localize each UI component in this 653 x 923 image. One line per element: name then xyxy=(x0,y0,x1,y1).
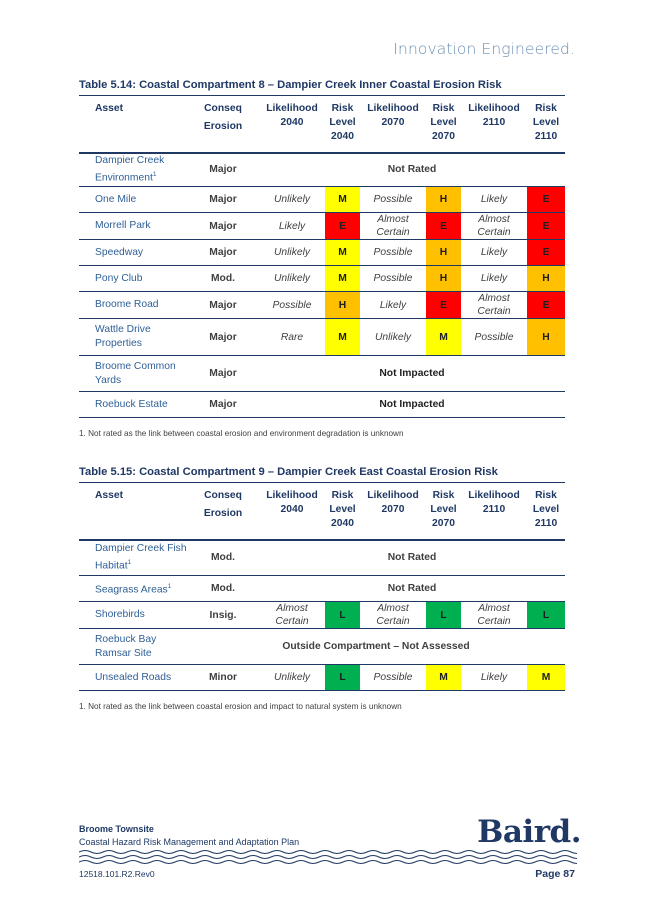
header-line: Likelihood xyxy=(468,103,520,114)
footer-page-number: Page 87 xyxy=(535,868,575,880)
header-line: 2070 xyxy=(432,518,455,529)
likelihood-cell: Likely xyxy=(461,266,527,292)
asset-cell xyxy=(79,356,187,392)
baird-logo: Baird. xyxy=(477,814,581,850)
asset-cell xyxy=(79,540,187,576)
header-line: Risk xyxy=(331,490,354,501)
risk-level-cell: M xyxy=(527,665,565,691)
likelihood-cell: Possible xyxy=(360,665,426,691)
header-line: 2070 xyxy=(381,117,405,128)
risk-level-cell: M xyxy=(325,240,360,266)
header-line: 2040 xyxy=(331,131,354,142)
consequence-cell: Major xyxy=(187,319,259,356)
col-header-risk-level-2110 xyxy=(527,483,565,540)
risk-table-5-15 xyxy=(79,482,565,691)
asset-name: Morrell Park xyxy=(95,220,151,231)
risk-level-cell: E xyxy=(527,213,565,240)
asset-cell xyxy=(79,602,187,629)
risk-level-cell: M xyxy=(426,665,461,691)
likelihood-cell: Almost Certain xyxy=(461,213,527,240)
likelihood-cell: Almost Certain xyxy=(259,602,325,629)
company-tagline: Innovation Engineered. xyxy=(393,40,575,58)
col-header-likelihood-2110 xyxy=(461,483,527,540)
header-line: Risk xyxy=(432,490,455,501)
risk-level-cell: L xyxy=(527,602,565,629)
header-line: Conseq xyxy=(204,103,242,114)
risk-level-cell: H xyxy=(426,266,461,292)
asset-name: Shorebirds xyxy=(95,609,145,620)
header-line: Level xyxy=(532,117,560,128)
table-5-15-caption: Table 5.15: Coastal Compartment 9 – Dampier Creek East Coastal Erosion Risk xyxy=(79,466,498,478)
likelihood-cell: Possible xyxy=(360,187,426,213)
col-header-likelihood-2110 xyxy=(461,96,527,153)
header-line: Risk xyxy=(535,103,557,114)
asset-cell xyxy=(79,240,187,266)
table-row xyxy=(79,392,565,418)
table-5-14-footnote: 1. Not rated as the link between coastal erosion and environment degradation is unknown xyxy=(79,429,404,438)
asset-cell xyxy=(79,392,187,418)
consequence-cell: Mod. xyxy=(187,540,259,576)
risk-level-cell: E xyxy=(527,292,565,319)
asset-name: Roebuck Estate xyxy=(95,398,168,410)
risk-level-cell: H xyxy=(426,240,461,266)
risk-level-cell: H xyxy=(527,319,565,356)
col-header-asset: Asset xyxy=(95,103,124,114)
consequence-cell: Major xyxy=(187,153,259,187)
header-line: Likelihood xyxy=(367,103,419,114)
likelihood-cell: Possible xyxy=(461,319,527,356)
header-line: 2070 xyxy=(432,131,455,142)
risk-level-cell: H xyxy=(325,292,360,319)
col-header-risk-level-2040 xyxy=(325,483,360,540)
header-line: Conseq xyxy=(204,490,242,501)
col-header-likelihood-2040 xyxy=(259,483,325,540)
footer-report-reference: 12518.101.R2.Rev0 xyxy=(79,869,155,879)
footnote-marker: 1 xyxy=(167,582,172,590)
merged-status-cell: Outside Compartment – Not Assessed xyxy=(187,629,565,665)
table-row xyxy=(79,240,565,266)
likelihood-cell: Unlikely xyxy=(259,266,325,292)
likelihood-cell: Almost Certain xyxy=(461,602,527,629)
header-line: Level xyxy=(532,504,560,515)
consequence-cell: Mod. xyxy=(187,576,259,602)
consequence-cell: Major xyxy=(187,187,259,213)
risk-level-cell: M xyxy=(325,187,360,213)
table-5-15-footnote: 1. Not rated as the link between coastal erosion and impact to natural system is unknown xyxy=(79,702,402,711)
col-header-risk-level-2110 xyxy=(527,96,565,153)
header-line: 2110 xyxy=(534,131,558,142)
col-header-likelihood-2040 xyxy=(259,96,325,153)
header-line: 2110 xyxy=(482,117,506,128)
col-header-conseq xyxy=(187,96,259,153)
header-line: Erosion xyxy=(203,508,243,519)
asset-cell xyxy=(79,187,187,213)
col-header-likelihood-2070 xyxy=(360,483,426,540)
merged-status-cell: Not Impacted xyxy=(259,392,565,418)
risk-level-cell: L xyxy=(426,602,461,629)
header-line: 2040 xyxy=(280,117,304,128)
risk-table-5-14 xyxy=(79,95,565,418)
likelihood-cell: Almost Certain xyxy=(360,213,426,240)
table-row xyxy=(79,153,565,187)
col-header-risk-level-2070 xyxy=(426,96,461,153)
table-row xyxy=(79,540,565,576)
likelihood-cell: Rare xyxy=(259,319,325,356)
likelihood-cell: Possible xyxy=(360,266,426,292)
risk-level-cell: M xyxy=(325,319,360,356)
header-line: 2110 xyxy=(482,504,506,515)
consequence-cell: Mod. xyxy=(187,266,259,292)
likelihood-cell: Likely xyxy=(461,187,527,213)
asset-name: Broome Common Yards xyxy=(95,360,176,386)
header-line: Erosion xyxy=(203,121,243,132)
header-line: 2070 xyxy=(381,504,405,515)
asset-cell xyxy=(79,319,187,356)
asset-name: Speedway xyxy=(95,246,144,258)
merged-status-cell: Not Rated xyxy=(259,576,565,602)
risk-level-cell: E xyxy=(527,240,565,266)
footnote-marker: 1 xyxy=(127,559,132,567)
likelihood-cell: Unlikely xyxy=(259,665,325,691)
likelihood-cell: Unlikely xyxy=(259,187,325,213)
header-line: Risk xyxy=(535,490,557,501)
col-header-likelihood-2070 xyxy=(360,96,426,153)
header-line: Risk xyxy=(331,103,354,114)
risk-level-cell: H xyxy=(527,266,565,292)
table-body xyxy=(79,540,565,691)
table-row xyxy=(79,665,565,691)
col-header-risk-level-2070 xyxy=(426,483,461,540)
risk-level-cell: L xyxy=(325,665,360,691)
asset-cell xyxy=(79,213,187,240)
consequence-cell: Major xyxy=(187,240,259,266)
merged-status-cell: Not Rated xyxy=(259,540,565,576)
header-line: Likelihood xyxy=(367,490,419,501)
header-line: Level xyxy=(430,117,457,128)
table-row xyxy=(79,266,565,292)
asset-name: Pony Club xyxy=(95,272,143,284)
asset-cell xyxy=(79,665,187,691)
asset-cell xyxy=(79,629,187,665)
table-body xyxy=(79,153,565,418)
asset-name: Dampier Creek Environment xyxy=(95,155,165,184)
table-header-row xyxy=(79,483,565,540)
table-row xyxy=(79,629,565,665)
header-line: 2110 xyxy=(534,518,558,529)
likelihood-cell: Unlikely xyxy=(360,319,426,356)
table-row xyxy=(79,602,565,629)
consequence-cell: Major xyxy=(187,392,259,418)
footnote-marker: 1 xyxy=(152,171,157,179)
header-line: 2040 xyxy=(331,518,354,529)
table-row xyxy=(79,187,565,213)
consequence-cell: Insig. xyxy=(187,602,259,629)
likelihood-cell: Almost Certain xyxy=(360,602,426,629)
asset-cell xyxy=(79,292,187,319)
header-line: Likelihood xyxy=(468,490,520,501)
footer-project-name: Broome Townsite xyxy=(79,824,154,834)
risk-level-cell: H xyxy=(426,187,461,213)
risk-level-cell: E xyxy=(426,213,461,240)
table-row xyxy=(79,292,565,319)
header-line: Level xyxy=(329,117,356,128)
risk-level-cell: M xyxy=(426,319,461,356)
consequence-cell: Major xyxy=(187,356,259,392)
header-line: Likelihood xyxy=(266,490,318,501)
likelihood-cell: Likely xyxy=(461,240,527,266)
header-line: Risk xyxy=(432,103,455,114)
likelihood-cell: Almost Certain xyxy=(461,292,527,319)
risk-level-cell: E xyxy=(426,292,461,319)
footer-wave-lines xyxy=(79,848,577,866)
merged-status-cell: Not Impacted xyxy=(259,356,565,392)
asset-name: Wattle Drive Properties xyxy=(95,324,151,349)
asset-name: One Mile xyxy=(95,193,137,205)
asset-name: Unsealed Roads xyxy=(95,671,172,683)
asset-cell xyxy=(79,266,187,292)
table-header-row xyxy=(79,96,565,153)
asset-cell xyxy=(79,153,187,187)
asset-name: Seagrass Areas xyxy=(95,584,168,596)
asset-name: Broome Road xyxy=(95,299,159,310)
risk-level-cell: E xyxy=(325,213,360,240)
likelihood-cell: Likely xyxy=(259,213,325,240)
header-line: Level xyxy=(329,504,356,515)
header-line: Likelihood xyxy=(266,103,318,114)
table-row xyxy=(79,576,565,602)
likelihood-cell: Likely xyxy=(360,292,426,319)
asset-cell xyxy=(79,576,187,602)
table-row xyxy=(79,213,565,240)
col-header-conseq xyxy=(187,483,259,540)
asset-name: Dampier Creek Fish Habitat xyxy=(95,543,187,572)
col-header-asset: Asset xyxy=(95,490,124,501)
risk-level-cell: E xyxy=(527,187,565,213)
consequence-cell: Major xyxy=(187,213,259,240)
col-header-risk-level-2040 xyxy=(325,96,360,153)
asset-name: Roebuck Bay Ramsar Site xyxy=(95,633,157,659)
merged-status-cell: Not Rated xyxy=(259,153,565,187)
risk-level-cell: M xyxy=(325,266,360,292)
likelihood-cell: Possible xyxy=(360,240,426,266)
consequence-cell: Minor xyxy=(187,665,259,691)
likelihood-cell: Possible xyxy=(259,292,325,319)
footer-plan-title: Coastal Hazard Risk Management and Adaptation Plan xyxy=(79,837,300,847)
table-5-14-caption: Table 5.14: Coastal Compartment 8 – Dampier Creek Inner Coastal Erosion Risk xyxy=(79,79,502,91)
likelihood-cell: Likely xyxy=(461,665,527,691)
table-row xyxy=(79,319,565,356)
consequence-cell: Major xyxy=(187,292,259,319)
table-row xyxy=(79,356,565,392)
likelihood-cell: Unlikely xyxy=(259,240,325,266)
header-line: 2040 xyxy=(280,504,304,515)
header-line: Level xyxy=(430,504,457,515)
risk-level-cell: L xyxy=(325,602,360,629)
